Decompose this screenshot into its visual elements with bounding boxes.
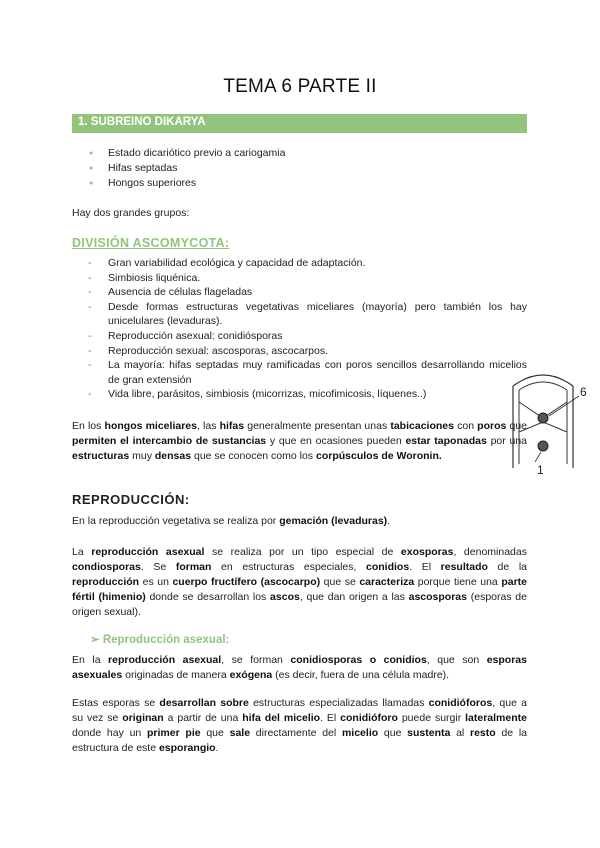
figure-label-1: 1 <box>537 463 544 477</box>
list-item: - Simbiosis liquénica. <box>72 271 527 286</box>
hifas-paragraph: En los hongos miceliares, las hifas generalmente presentan unas tabicaciones con poros que permiten el intercambio de sustancias y que en ocasiones pueden estar taponadas por una estructuras muy densas que se conocen como los corpúsculos de Woronin. <box>72 420 528 462</box>
list-item: - Reproducción sexual: ascosporas, ascocarpos. <box>72 344 527 359</box>
list-item: - Vida libre, parásitos, simbiosis (micorrizas, micofimicosis, líquenes..) <box>72 387 453 402</box>
list-item: - Reproducción asexual: conidiósporas <box>72 329 527 344</box>
ascomycota-list <box>72 256 527 402</box>
asexual-subheading: ➢ Reproducción asexual: <box>90 634 230 646</box>
bullet-item: ● Estado dicariótico previo a cariogamia <box>72 146 285 161</box>
vegetativa-paragraph: En la reproducción vegetativa se realiza por gemación (levaduras). <box>72 515 391 527</box>
figure-label-6: 6 <box>580 385 587 399</box>
list-item: - Ausencia de células flageladas <box>72 285 527 300</box>
bullet-list <box>72 146 285 191</box>
list-item: - La mayoría: hifas septadas muy ramificadas con poros sencillos desarrollando micelios de gran extensión <box>72 358 527 387</box>
section-heading: 1. SUBREINO DIKARYA <box>78 116 206 128</box>
reproduccion-heading: REPRODUCCIÓN: <box>72 492 190 507</box>
list-item: - Gran variabilidad ecológica y capacidad de adaptación. <box>72 256 527 271</box>
bullet-item: ● Hongos superiores <box>72 176 285 191</box>
section-header-bar <box>72 114 527 133</box>
asexual-intro-paragraph: La reproducción asexual se realiza por un tipo especial de exosporas, denominadas condiosporas. Se forman en estructuras especiales, conidios. El resultado de la reproducción es un cuerpo fructífero (ascocarpo) que se caracteriza porque tiene una parte fértil (himenio) donde se desarrollan los ascos, que dan origen a las ascosporas (esporas de origen sexual). <box>72 546 527 618</box>
list-item: - Desde formas estructuras vegetativas miceliares (mayoría) pero también los hay unicelulares (levaduras). <box>72 300 527 329</box>
conidioforos-paragraph: Estas esporas se desarrollan sobre estructuras especializadas llamadas conidióforos, que a su vez se originan a partir de una hifa del micelio. El conidióforo puede surgir lateralmente donde hay un primer pie que sale directamente del micelio que sustenta al resto de la estructura de este esporangio. <box>72 697 528 754</box>
ascomycota-heading: DIVISIÓN ASCOMYCOTA: <box>72 236 230 250</box>
conidios-paragraph: En la reproducción asexual, se forman conidiosporas o conidios, que son esporas asexuales originadas de manera exógena (es decir, fuera de una célula madre). <box>72 654 527 681</box>
groups-intro: Hay dos grandes grupos: <box>72 207 190 219</box>
bullet-item: ● Hifas septadas <box>72 161 285 176</box>
page-title: TEMA 6 PARTE II <box>223 76 377 97</box>
